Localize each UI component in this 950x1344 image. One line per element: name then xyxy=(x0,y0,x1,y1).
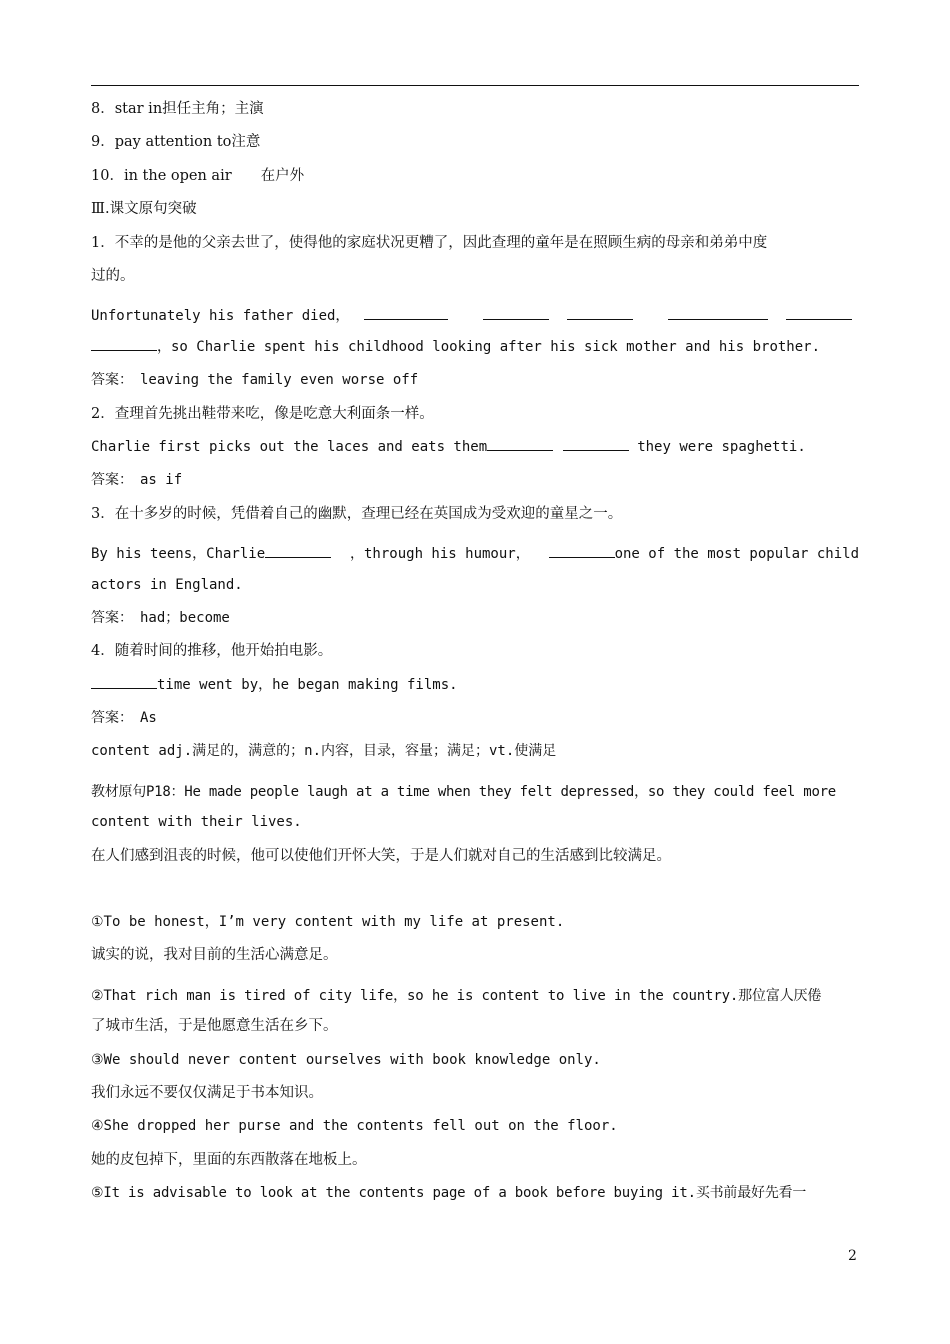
q4-english xyxy=(91,674,859,696)
q1-english-line2 xyxy=(91,336,859,358)
textbook-translation: 在人们感到沮丧的时候，他可以使他们开怀大笑，于是人们就对自己的生活感到比较满足。 xyxy=(91,847,671,864)
textbook-sentence-line2: content with their lives. xyxy=(91,814,302,831)
q2-answer: 答案： as if xyxy=(91,472,183,489)
q2-blank-1[interactable] xyxy=(487,436,553,451)
phrase-9: 9．pay attention to注意 xyxy=(91,134,261,151)
q3-chinese: 3．在十多岁的时候，凭借着自己的幽默，查理已经在英国成为受欢迎的童星之一。 xyxy=(91,505,623,522)
q1-blank-1[interactable] xyxy=(364,305,448,320)
q1-english-end: ，so Charlie spent his childhood looking after his sick mother and his brother. xyxy=(157,338,821,355)
q2-english-start: Charlie first picks out the laces and eats them xyxy=(91,438,488,455)
q3-english-b: ，through his humour， xyxy=(350,546,530,563)
phrase-10: 10．in the open air 在户外 xyxy=(91,167,305,184)
phrase-8: 8．star in担任主角；主演 xyxy=(91,101,264,117)
example-3-zh: 我们永远不要仅仅满足于书本知识。 xyxy=(91,1085,323,1101)
example-4-en: ④She dropped her purse and the contents fell out on the floor. xyxy=(91,1118,618,1135)
q3-blank-1[interactable] xyxy=(265,543,331,558)
q1-english-line1 xyxy=(91,298,859,335)
q2-english xyxy=(91,436,859,458)
header-rule xyxy=(91,85,859,86)
q1-chinese-line2: 过的。 xyxy=(91,267,135,284)
q1-blank-2[interactable] xyxy=(483,305,549,320)
q2-chinese: 2．查理首先挑出鞋带来吃，像是吃意大利面条一样。 xyxy=(91,405,434,422)
example-2-zh: 了城市生活，于是他愿意生活在乡下。 xyxy=(91,1018,338,1035)
document-body xyxy=(91,98,859,1216)
q4-chinese: 4．随着时间的推移，他开始拍电影。 xyxy=(91,643,333,660)
q1-chinese-line1: 1．不幸的是他的父亲去世了，使得他的家庭状况更糟了，因此查理的童年是在照顾生病的母亲和弟弟中度 xyxy=(91,234,768,251)
section-heading: Ⅲ.课文原句突破 xyxy=(91,201,197,218)
q4-english-end: time went by，he began making films. xyxy=(157,676,458,693)
q4-answer: 答案： As xyxy=(91,710,157,727)
q1-blank-3[interactable] xyxy=(567,305,633,320)
q3-blank-2[interactable] xyxy=(549,543,615,558)
page-number: 2 xyxy=(848,1248,857,1264)
q1-blank-4[interactable] xyxy=(668,305,768,320)
spacer xyxy=(91,878,859,911)
example-2-en: ②That rich man is tired of city life，so he is content to live in the country.那位富人厌倦 xyxy=(91,987,822,1004)
q1-blank-6[interactable] xyxy=(91,336,157,351)
q1-answer: 答案： leaving the family even worse off xyxy=(91,372,419,389)
textbook-sentence-line1: 教材原句P18：He made people laugh at a time when they felt depressed，so they could feel more xyxy=(91,783,836,800)
example-3-en: ③We should never content ourselves with book knowledge only. xyxy=(91,1051,601,1068)
q3-english-line1 xyxy=(91,536,859,573)
q2-blank-2[interactable] xyxy=(563,436,629,451)
q2-english-end: they were spaghetti. xyxy=(628,438,806,455)
example-5-en: ⑤It is advisable to look at the contents page of a book before buying it.买书前最好先看一 xyxy=(91,1185,807,1202)
q3-english-a: By his teens，Charlie xyxy=(91,546,266,563)
q4-blank-1[interactable] xyxy=(91,674,157,689)
q1-english-start: Unfortunately his father died， xyxy=(91,308,350,325)
example-1-en: ①To be honest，I’m very content with my life at present. xyxy=(91,914,565,931)
q1-blank-5[interactable] xyxy=(786,305,852,320)
q3-answer: 答案： had；become xyxy=(91,609,230,626)
q3-english-c: one of the most popular child xyxy=(614,546,859,563)
content-definition: content adj.满足的，满意的；n.内容，目录，容量；满足；vt.使满足 xyxy=(91,743,557,760)
q3-english-line2: actors in England. xyxy=(91,576,243,593)
example-4-zh: 她的皮包掉下，里面的东西散落在地板上。 xyxy=(91,1151,367,1168)
example-1-zh: 诚实的说，我对目前的生活心满意足。 xyxy=(91,947,338,964)
